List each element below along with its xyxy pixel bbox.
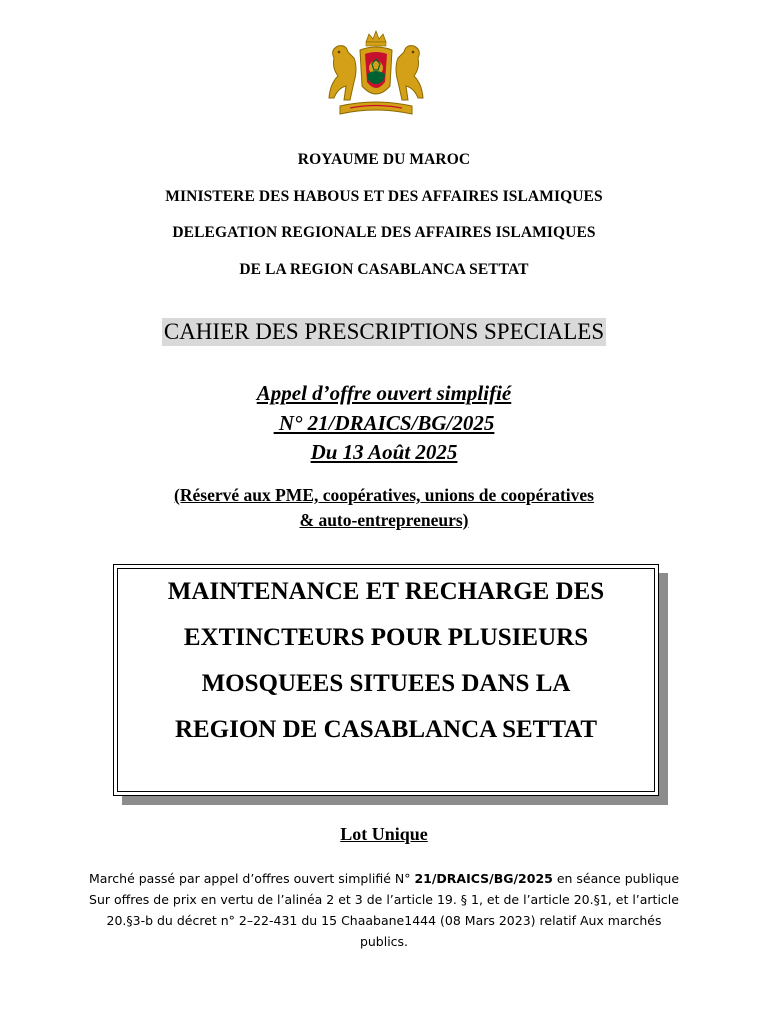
tender-date	[0, 439, 768, 465]
header-kingdom: ROYAUME DU MAROC	[297, 151, 471, 168]
subject-line-2: EXTINCTEURS POUR PLUSIEURS	[183, 624, 589, 651]
subject-line-1: MAINTENANCE ET RECHARGE DES	[167, 578, 605, 605]
legal-paragraph-line4: publics.	[359, 934, 409, 949]
legal-text-before: Marché passé par appel d’offres ouvert simplifié N°	[88, 871, 415, 886]
coat-of-arms-emblem	[320, 28, 432, 120]
reservation-note-text1: (Réservé aux PME, coopératives, unions de coopératives	[174, 485, 594, 505]
subject-box-inner	[117, 568, 655, 792]
legal-paragraph-line2: Sur offres de prix en vertu de l’alinéa 2 et 3 de l’article 19. § 1, et de l’article 20.§1, et l’article	[89, 892, 679, 907]
header-ministry: MINISTERE DES HABOUS ET DES AFFAIRES ISLAMIQUES	[165, 188, 603, 205]
tender-type-text: Appel d’offre ouvert simplifié	[256, 381, 512, 405]
coat-of-arms-icon	[320, 28, 432, 120]
reservation-note-line2	[0, 509, 768, 531]
subject-line-3: MOSQUEES SITUEES DANS LA	[201, 670, 571, 697]
legal-paragraph-line1	[0, 868, 768, 889]
tender-number	[0, 410, 768, 436]
document-type-block	[0, 318, 768, 346]
legal-text-after: en séance publique	[552, 871, 680, 886]
lot-label	[0, 824, 768, 845]
tender-number-text: N° 21/DRAICS/BG/2025	[273, 411, 495, 435]
subject-box	[113, 564, 659, 796]
reservation-note-line1	[0, 484, 768, 506]
reservation-note-text2: & auto-entrepreneurs)	[299, 510, 469, 530]
tender-date-text: Du 13 Août 2025	[310, 440, 458, 464]
subject-line-4: REGION DE CASABLANCA SETTAT	[174, 716, 598, 743]
legal-paragraph-line3: 20.§3-b du décret n° 2–22-431 du 15 Chaabane1444 (08 Mars 2023) relatif Aux marchés	[106, 913, 662, 928]
lot-label-text: Lot Unique	[340, 824, 428, 844]
header-region: DE LA REGION CASABLANCA SETTAT	[239, 261, 529, 278]
tender-type	[0, 380, 768, 406]
legal-text-reference: 21/DRAICS/BG/2025	[414, 871, 553, 886]
header-delegation: DELEGATION REGIONALE DES AFFAIRES ISLAMIQUES	[172, 224, 596, 241]
document-type-title: CAHIER DES PRESCRIPTIONS SPECIALES	[163, 319, 605, 344]
